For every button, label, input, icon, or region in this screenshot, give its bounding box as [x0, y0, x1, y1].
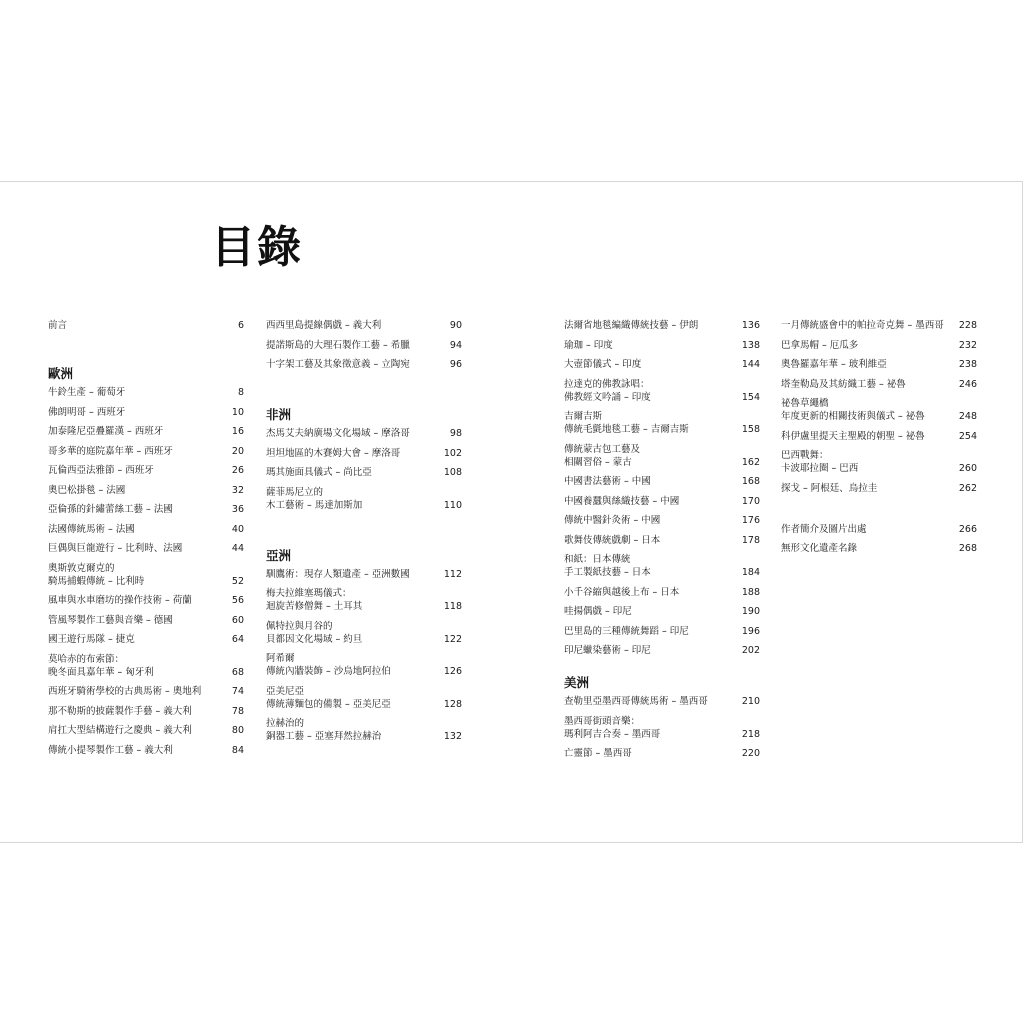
toc-entry-page-number: 102: [443, 447, 462, 459]
toc-entry-title: 瓦倫西亞法雅節 – 西班牙: [48, 465, 154, 476]
toc-entry-page-number: 168: [741, 476, 760, 487]
toc-entry-title: 那不勒斯的披薩製作手藝 – 義大利: [48, 705, 192, 717]
toc-entry-page-number: 16: [231, 426, 244, 437]
toc-entry-title: 祕魯草繩橋 年度更新的相關技術與儀式 – 祕魯: [781, 398, 925, 422]
toc-entry-title: 西班牙騎術學校的古典馬術 – 奧地利: [48, 686, 202, 697]
toc-entry-page-number: 228: [958, 320, 977, 331]
toc-entry[interactable]: [48, 464, 244, 477]
toc-entry[interactable]: [564, 358, 760, 371]
toc-entry-title: 中國養蠶與絲織技藝 – 中國: [564, 495, 680, 507]
toc-entry[interactable]: [266, 652, 462, 678]
toc-entry[interactable]: [781, 358, 977, 371]
toc-entry-title: 肩扛大型結構遊行之慶典 – 義大利: [48, 725, 192, 736]
toc-entry[interactable]: [564, 715, 760, 741]
toc-entry-title: 和紙：日本傳統 手工製紙技藝 – 日本: [564, 554, 651, 578]
toc-entry[interactable]: [781, 523, 977, 536]
toc-entry[interactable]: [48, 523, 244, 536]
toc-section: [564, 675, 760, 760]
toc-entry[interactable]: [266, 339, 462, 352]
section-heading: 美洲: [564, 675, 590, 690]
toc-section: [48, 366, 244, 757]
toc-entry-title: 巴里島的三種傳統舞蹈 – 印尼: [564, 625, 689, 637]
toc-entry-title: 佩特拉與月谷的 貝都因文化場域 – 約旦: [266, 620, 363, 645]
toc-entry[interactable]: [266, 447, 462, 460]
toc-entry-page-number: 84: [231, 744, 244, 756]
toc-entry-page-number: 98: [449, 428, 462, 439]
toc-entry[interactable]: [266, 466, 462, 479]
toc-entry-title: 哇揚偶戲 – 印尼: [564, 606, 632, 617]
toc-entry-title: 科伊盧里提天主聖殿的朝聖 – 祕魯: [781, 430, 925, 442]
toc-entry-page-number: 122: [443, 633, 462, 645]
toc-entry-title: 探戈 – 阿根廷、烏拉圭: [781, 482, 878, 494]
toc-entry-page-number: 68: [231, 666, 244, 678]
toc-entry-page-number: 162: [741, 456, 760, 468]
toc-entry-page-number: 60: [231, 614, 244, 626]
toc-entry-title: 阿希爾 傳統內牆裝飾 – 沙烏地阿拉伯: [266, 653, 391, 677]
toc-entry[interactable]: [564, 378, 760, 404]
toc-block: [781, 319, 977, 495]
toc-entry[interactable]: [266, 587, 462, 613]
toc-block: [266, 319, 462, 371]
toc-entry[interactable]: [781, 319, 977, 332]
toc-entry-page-number: 96: [449, 359, 462, 370]
toc-entry-title: 小千谷縮與越後上布 – 日本: [564, 586, 680, 598]
toc-entry-title: 法國傳統馬術 – 法國: [48, 523, 135, 535]
toc-entry[interactable]: [564, 747, 760, 760]
toc-entry[interactable]: [48, 724, 244, 737]
toc-entry[interactable]: [564, 443, 760, 469]
toc-entry-title: 傳統蒙古包工藝及 相關習俗 – 蒙古: [564, 443, 641, 468]
toc-entry[interactable]: [564, 605, 760, 618]
toc-entry-page-number: 128: [443, 698, 462, 710]
toc-block: [781, 523, 977, 556]
toc-entry-page-number: 40: [231, 523, 244, 535]
toc-entry-page-number: 144: [741, 359, 760, 370]
toc-entry[interactable]: [48, 425, 244, 438]
toc-entry-page-number: 126: [443, 666, 462, 677]
toc-entry-title: 風車與水車磨坊的操作技術 – 荷蘭: [48, 595, 192, 606]
toc-entry-page-number: 178: [741, 534, 760, 546]
toc-entry-title: 薩菲馬尼立的 木工藝術 – 馬達加斯加: [266, 486, 363, 511]
toc-entry-title: 查勒里亞墨西哥傳統馬術 – 墨西哥: [564, 696, 708, 707]
toc-entry-page-number: 184: [741, 567, 760, 578]
toc-entry-page-number: 158: [741, 424, 760, 435]
toc-entry-title: 哥多華的庭院嘉年華 – 西班牙: [48, 445, 173, 457]
toc-entry-title: 奧巴松掛毯 – 法國: [48, 484, 126, 496]
toc-entry[interactable]: [564, 410, 760, 436]
toc-entry-title: 吉爾吉斯 傳統毛氈地毯工藝 – 吉爾吉斯: [564, 411, 689, 435]
toc-entry-title: 牛鈴生產 – 葡萄牙: [48, 387, 126, 398]
toc-entry-title: 拉達克的佛教詠唱： 佛教經文吟誦 – 印度: [564, 378, 651, 403]
toc-entry[interactable]: [48, 562, 244, 588]
toc-column-1: [48, 319, 244, 763]
toc-entry-page-number: 262: [958, 482, 977, 494]
toc-entry[interactable]: [781, 339, 977, 352]
toc-entry-page-number: 94: [449, 339, 462, 351]
toc-entry-title: 加泰隆尼亞疊羅漢 – 西班牙: [48, 426, 164, 437]
toc-entry-title: 墨西哥街頭音樂： 瑪利阿吉合奏 – 墨西哥: [564, 715, 661, 740]
toc-entry-page-number: 202: [741, 645, 760, 656]
toc-entry-page-number: 170: [741, 495, 760, 507]
toc-entry-page-number: 26: [231, 465, 244, 476]
toc-entry-page-number: 64: [231, 634, 244, 645]
toc-entry[interactable]: [564, 514, 760, 527]
toc-entry-title: 提諾斯島的大理石製作工藝 – 希臘: [266, 339, 410, 351]
toc-entry[interactable]: [48, 319, 244, 332]
toc-entry-title: 亞美尼亞 傳統薄麵包的備製 – 亞美尼亞: [266, 685, 391, 710]
toc-entry[interactable]: [564, 319, 760, 332]
toc-entry[interactable]: [266, 717, 462, 743]
toc-entry-page-number: 232: [958, 339, 977, 351]
toc-entry-page-number: 220: [741, 748, 760, 759]
toc-entry[interactable]: [48, 614, 244, 627]
toc-column-4: [781, 319, 977, 562]
toc-entry-page-number: 112: [443, 568, 462, 580]
toc-entry-page-number: 74: [231, 686, 244, 697]
toc-entry-page-number: 238: [958, 359, 977, 370]
toc-entry-page-number: 210: [741, 696, 760, 707]
toc-column-2: [266, 319, 462, 750]
toc-entry-page-number: 138: [741, 339, 760, 351]
toc-entry[interactable]: [266, 319, 462, 332]
toc-entry-page-number: 132: [443, 731, 462, 742]
toc-entry-page-number: 136: [741, 320, 760, 331]
toc-entry-page-number: 190: [741, 606, 760, 617]
toc-entry[interactable]: [48, 484, 244, 497]
toc-entry[interactable]: [564, 553, 760, 579]
toc-entry[interactable]: [781, 449, 977, 475]
toc-entry[interactable]: [48, 633, 244, 646]
toc-entry[interactable]: [266, 568, 462, 581]
toc-entry-page-number: 246: [958, 378, 977, 390]
toc-entry[interactable]: [48, 542, 244, 555]
toc-entry-page-number: 218: [741, 728, 760, 740]
toc-entry-page-number: 20: [231, 445, 244, 457]
toc-entry[interactable]: [48, 594, 244, 607]
toc-entry-title: 亞倫孫的針繡蕾絲工藝 – 法國: [48, 504, 173, 515]
toc-entry-page-number: 110: [443, 499, 462, 511]
toc-section: [266, 407, 462, 512]
toc-entry[interactable]: [48, 503, 244, 516]
toc-entry-page-number: 78: [231, 705, 244, 717]
toc-entry-page-number: 196: [741, 625, 760, 637]
toc-block: [564, 319, 760, 657]
toc-entry-title: 巨偶與巨龍遊行 – 比利時、法國: [48, 543, 183, 554]
toc-entry-title: 奧斯敦克爾克的 騎馬捕蝦傳統 – 比利時: [48, 562, 145, 587]
toc-entry-page-number: 36: [231, 504, 244, 515]
toc-entry[interactable]: [564, 495, 760, 508]
toc-entry[interactable]: [781, 482, 977, 495]
toc-entry-page-number: 266: [958, 523, 977, 535]
toc-entry[interactable]: [266, 486, 462, 512]
toc-entry[interactable]: [564, 644, 760, 657]
toc-entry[interactable]: [48, 445, 244, 458]
section-heading: 亞洲: [266, 547, 292, 563]
toc-entry[interactable]: [266, 685, 462, 711]
toc-entry[interactable]: [48, 386, 244, 399]
toc-entry-title: 巴西戰舞： 卡波耶拉圈 – 巴西: [781, 450, 859, 474]
toc-entry-title: 中國書法藝術 – 中國: [564, 476, 651, 487]
toc-entry-page-number: 10: [231, 406, 244, 418]
toc-entry[interactable]: [781, 542, 977, 555]
toc-entry-title: 梅夫拉維塞瑪儀式： 迴旋苦修僧舞 – 土耳其: [266, 588, 363, 612]
toc-entry[interactable]: [781, 430, 977, 443]
toc-block: [48, 319, 244, 332]
toc-entry-title: 管風琴製作工藝與音樂 – 德國: [48, 614, 173, 626]
toc-entry-page-number: 154: [741, 391, 760, 403]
toc-entry-title: 傳統小提琴製作工藝 – 義大利: [48, 744, 173, 756]
toc-entry-title: 佛朗明哥 – 西班牙: [48, 406, 126, 418]
toc-column-3: [564, 319, 760, 767]
toc-entry-title: 巴拿馬帽 – 厄瓜多: [781, 339, 859, 351]
toc-entry-title: 前言: [48, 320, 68, 331]
toc-entry-page-number: 32: [231, 484, 244, 496]
toc-entry-title: 坦坦地區的木賽姆大會 – 摩洛哥: [266, 447, 401, 459]
toc-entry-title: 國王遊行馬隊 – 捷克: [48, 634, 135, 645]
toc-entry[interactable]: [48, 685, 244, 698]
toc-entry-title: 十字架工藝及其象徵意義 – 立陶宛: [266, 359, 410, 370]
toc-entry[interactable]: [564, 475, 760, 488]
toc-entry-title: 塔奎勒島及其紡織工藝 – 祕魯: [781, 378, 906, 390]
toc-entry-title: 西西里島提線偶戲 – 義大利: [266, 320, 382, 331]
toc-entry-title: 無形文化遺產名錄: [781, 543, 858, 554]
toc-entry-page-number: 260: [958, 463, 977, 474]
toc-entry-page-number: 254: [958, 430, 977, 442]
toc-entry[interactable]: [564, 586, 760, 599]
toc-entry[interactable]: [564, 534, 760, 547]
toc-entry[interactable]: [48, 705, 244, 718]
toc-entry[interactable]: [564, 625, 760, 638]
toc-entry-title: 歌舞伎傳統戲劇 – 日本: [564, 534, 661, 546]
toc-entry-title: 作者簡介及圖片出處: [781, 523, 867, 535]
toc-entry-title: 瑪其施面具儀式 – 尚比亞: [266, 467, 372, 478]
toc-entry[interactable]: [48, 744, 244, 757]
toc-entry-title: 杰馬艾夫納廣場文化場域 – 摩洛哥: [266, 428, 410, 439]
toc-entry[interactable]: [781, 397, 977, 423]
toc-entry-title: 法爾省地毯編織傳統技藝 – 伊朗: [564, 320, 699, 331]
toc-entry[interactable]: [564, 695, 760, 708]
toc-entry-title: 奧魯羅嘉年華 – 玻利維亞: [781, 359, 887, 370]
toc-entry-page-number: 56: [231, 595, 244, 606]
page-title: 目錄: [211, 222, 303, 273]
toc-entry-page-number: 52: [231, 575, 244, 587]
toc-entry[interactable]: [266, 427, 462, 440]
toc-entry-title: 瑜珈 – 印度: [564, 339, 613, 351]
toc-entry-page-number: 118: [443, 601, 462, 612]
toc-entry-title: 傳統中醫針灸術 – 中國: [564, 515, 661, 526]
toc-entry-title: 莫哈赤的布索節： 晚冬面具嘉年華 – 匈牙利: [48, 653, 154, 678]
toc-entry[interactable]: [781, 378, 977, 391]
toc-entry-page-number: 8: [237, 387, 244, 398]
toc-section: [266, 548, 462, 744]
toc-entry[interactable]: [266, 620, 462, 646]
toc-entry-title: 一月傳統盛會中的帕拉奇克舞 – 墨西哥: [781, 320, 944, 331]
toc-entry[interactable]: [48, 406, 244, 419]
toc-entry-page-number: 90: [449, 320, 462, 331]
toc-entry-page-number: 6: [237, 320, 244, 331]
toc-entry-title: 馴鷹術：現存人類遺產 – 亞洲數國: [266, 568, 410, 580]
section-heading: 非洲: [266, 407, 292, 422]
toc-entry-page-number: 248: [958, 411, 977, 422]
toc-entry-page-number: 188: [741, 586, 760, 598]
toc-entry[interactable]: [564, 339, 760, 352]
toc-entry-title: 拉赫治的 銅器工藝 – 亞塞拜然拉赫治: [266, 718, 382, 742]
toc-entry[interactable]: [266, 358, 462, 371]
toc-entry-page-number: 268: [958, 543, 977, 554]
toc-entry-page-number: 80: [231, 725, 244, 736]
toc-entry[interactable]: [48, 653, 244, 679]
toc-entry-title: 大壺節儀式 – 印度: [564, 359, 642, 370]
toc-entry-page-number: 44: [231, 543, 244, 554]
section-heading: 歐洲: [48, 366, 74, 381]
toc-entry-page-number: 108: [443, 467, 462, 478]
toc-entry-title: 亡靈節 – 墨西哥: [564, 748, 632, 759]
toc-entry-page-number: 176: [741, 515, 760, 526]
toc-entry-title: 印尼蠟染藝術 – 印尼: [564, 645, 651, 656]
